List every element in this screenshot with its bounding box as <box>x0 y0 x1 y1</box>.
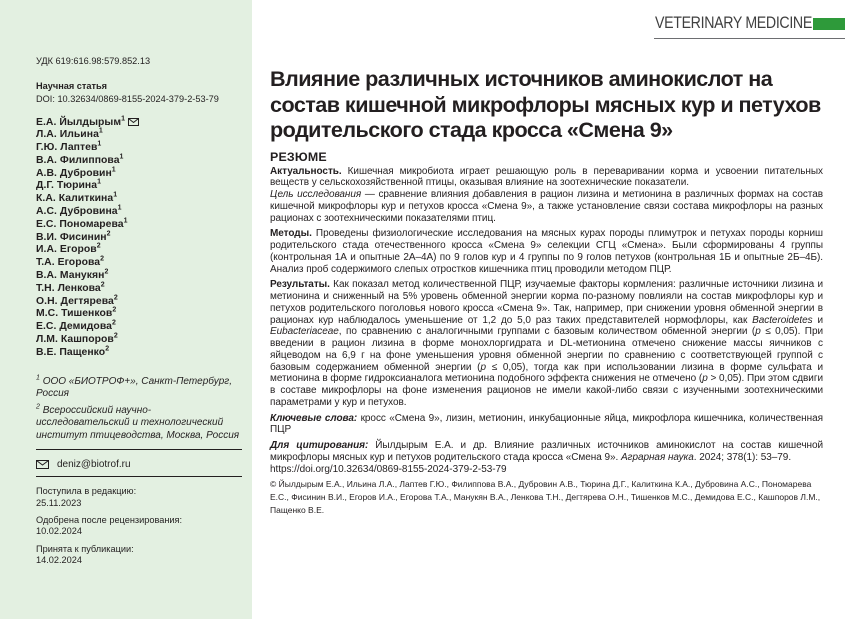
affiliation-1: $^1$ ООО «БИОТРОФ+», Санкт-Петербург, Россия <box>36 374 232 400</box>
mail-icon <box>36 460 49 469</box>
date-label: Принята к публикации: <box>36 543 134 554</box>
date-value: 10.02.2024 <box>36 526 82 537</box>
author-item: Т.Н. Ленкова$^2$ <box>36 281 105 294</box>
author-item: Т.А. Егорова$^2$ <box>36 255 105 269</box>
doi: DOI: 10.32634/0869-8155-2024-379-2-53-79 <box>36 94 219 104</box>
date-value: 25.11.2023 <box>36 497 82 508</box>
email-link[interactable]: deniz@biotrof.ru <box>57 458 131 470</box>
affiliation-2: $^2$ Всероссийский научно-исследовательский и технологический институт птицеводства, Москва, Россия <box>36 403 240 442</box>
author-item: В.Е. Пащенко$^2$ <box>36 345 110 358</box>
article-main <box>270 66 823 517</box>
author-item: М.С. Тишенков$^2$ <box>36 306 117 320</box>
citation-doi-link[interactable]: https://doi.org/10.32634/0869-8155-2024-379-2-53-79 <box>270 463 507 475</box>
udk-code: УДК 619:616.98:579.852.13 <box>36 56 151 66</box>
author-item: Л.М. Кашпоров$^2$ <box>36 332 118 346</box>
abstract-relevance: Актуальность. Кишечная микробиота играет решающую роль в переваривании корма и усвоении питательных веществ у сельскохозяйственной птицы, оказывая влияние на зоотехнические показатели. <box>270 165 823 189</box>
contact-email <box>36 459 242 471</box>
author-item: Г.Ю. Лаптев$^1$ <box>36 140 102 154</box>
section-color-bar <box>813 18 845 30</box>
mail-icon <box>128 118 139 126</box>
author-item: В.А. Манукян$^2$ <box>36 268 109 282</box>
citation: Для цитирования: Йылдырым Е.А. и др. Влияние различных источников аминокислот на состав кишечной микрофлоры мясных кур и петухов родительского стада кросса «Смена 9». Аграрная наука. 2024; 378(1): 53–79. https://doi.org/10.32634/0869-8155-2024-379-2-53-79 <box>270 440 823 475</box>
date-label: Поступила в редакцию: <box>36 486 137 497</box>
divider <box>36 449 242 450</box>
author-item: Е.С. Пономарева$^1$ <box>36 217 128 230</box>
author-item: Е.С. Демидова$^2$ <box>36 319 116 333</box>
author-item: К.А. Калиткина$^1$ <box>36 191 118 205</box>
publication-dates <box>36 486 242 566</box>
abstract-results: Результаты. Как показал метод количественной ПЦР, изучаемые факторы кормления: различные источники лизина и метионина и сниженный на 5% уровень обменной энергии корма по-разному повлияли на состав микрофлоры кур и петухов родительского поголовья нового кросса «Смена 9». Так, например, при снижении уровня обменной энергии в рационах кур наблюдалось уменьшение от 1,2 до 5,0 раз таких представителей нормофлоры, как Bacteroidetes и Eubacteriaceae, по сравнению с аналогичными группами с базовым количеством обменной энергии (p ≤ 0,05). При введении в рацион лизина в форме монохлоргидрата и DL-метионина отмечено снижение массы яичников с яйцеводом на 6,9 г на фоне уменьшения уровня обменной энергии по сравнению с соответствующей группой с базовым содержанием обменной энергии (p ≤ 0,05), тогда как при использовании лизина в форме сульфата и метионина в форме гидроксианалога метионина подобного эффекта снижения не отмечено (p > 0,05). При этом сдвиги в составе микрофлоры на фоне изменения рационов не имели какой-либо связи с изученными зоотехническими параметрами у кур и петухов. <box>270 279 824 408</box>
author-item: В.И. Фисинин$^2$ <box>36 230 111 243</box>
date-value: 14.02.2024 <box>36 555 82 566</box>
copyright-notice: © Йылдырым Е.А., Ильина Л.А., Лаптев Г.Ю., Филиппова В.А., Дубровин А.В., Тюрина Д.Г., Калиткина К.А., Дубровина А.С., Пономарева Е.С., Фисинин В.И., Егоров И.А., Егорова Т.А., Манукян В.А., Ленкова Т.Н., Дегтярева О.Н., Тишенков М.С., Демидова Е.С., Кашпоров Л.М., Пащенко В.Е. <box>270 479 821 516</box>
author-item: А.С. Дубровина$^1$ <box>36 204 122 218</box>
author-item: Л.А. Ильина$^1$ <box>36 127 103 141</box>
author-list <box>36 117 242 360</box>
article-type: Научная статья <box>36 80 107 91</box>
divider <box>36 476 242 477</box>
author-item: О.Н. Дегтярева$^2$ <box>36 294 118 307</box>
abstract-heading: РЕЗЮМЕ <box>270 149 327 164</box>
author-item: А.В. Дубровин$^1$ <box>36 166 116 179</box>
author-item: Д.Г. Тюрина$^1$ <box>36 179 102 192</box>
abstract-goal: Цель исследования — сравнение влияния добавления в рацион лизина и метионина в различных формах на состав кишечной микрофлоры кур и петухов кросса «Смена 9», а также установление связи состава микрофлоры на разных рационах с зоотехническими показателями птиц. <box>270 189 823 224</box>
journal-section-label: VETERINARY MEDICINE <box>655 14 812 32</box>
date-label: Одобрена после рецензирования: <box>36 514 183 525</box>
article-title: Влияние различных источников аминокислот на состав кишечной микрофлоры мясных кур и петухов родительского стада кросса «Смена 9» <box>270 66 821 142</box>
author-item: И.А. Егоров$^2$ <box>36 243 101 256</box>
abstract-methods: Методы. Проведены физиологические исследования на мясных курах породы плимутрок и петухах породы корниш родительского стада отечественного кросса «Смена 9» селекции СГЦ «Смена». Были сформированы 4 группы (контрольная 1А и опытные 2А–4А) по 9 голов кур и 4 группы по 9 голов петухов (контрольная 1Б и опытные 2Б–4Б). Анализ проб содержимого слепых отростков кишечника птиц проводили методом ПЦР. <box>270 228 823 275</box>
author-item: В.А. Филиппова$^1$ <box>36 153 124 166</box>
keywords: Ключевые слова: кросс «Смена 9», лизин, метионин, инкубационные яйца, микрофлора кишечника, количественная ПЦР <box>270 412 823 436</box>
author-item: Е.А. Йылдырым$^1$ <box>36 117 242 130</box>
sidebar <box>0 0 252 619</box>
header-divider <box>654 38 845 39</box>
